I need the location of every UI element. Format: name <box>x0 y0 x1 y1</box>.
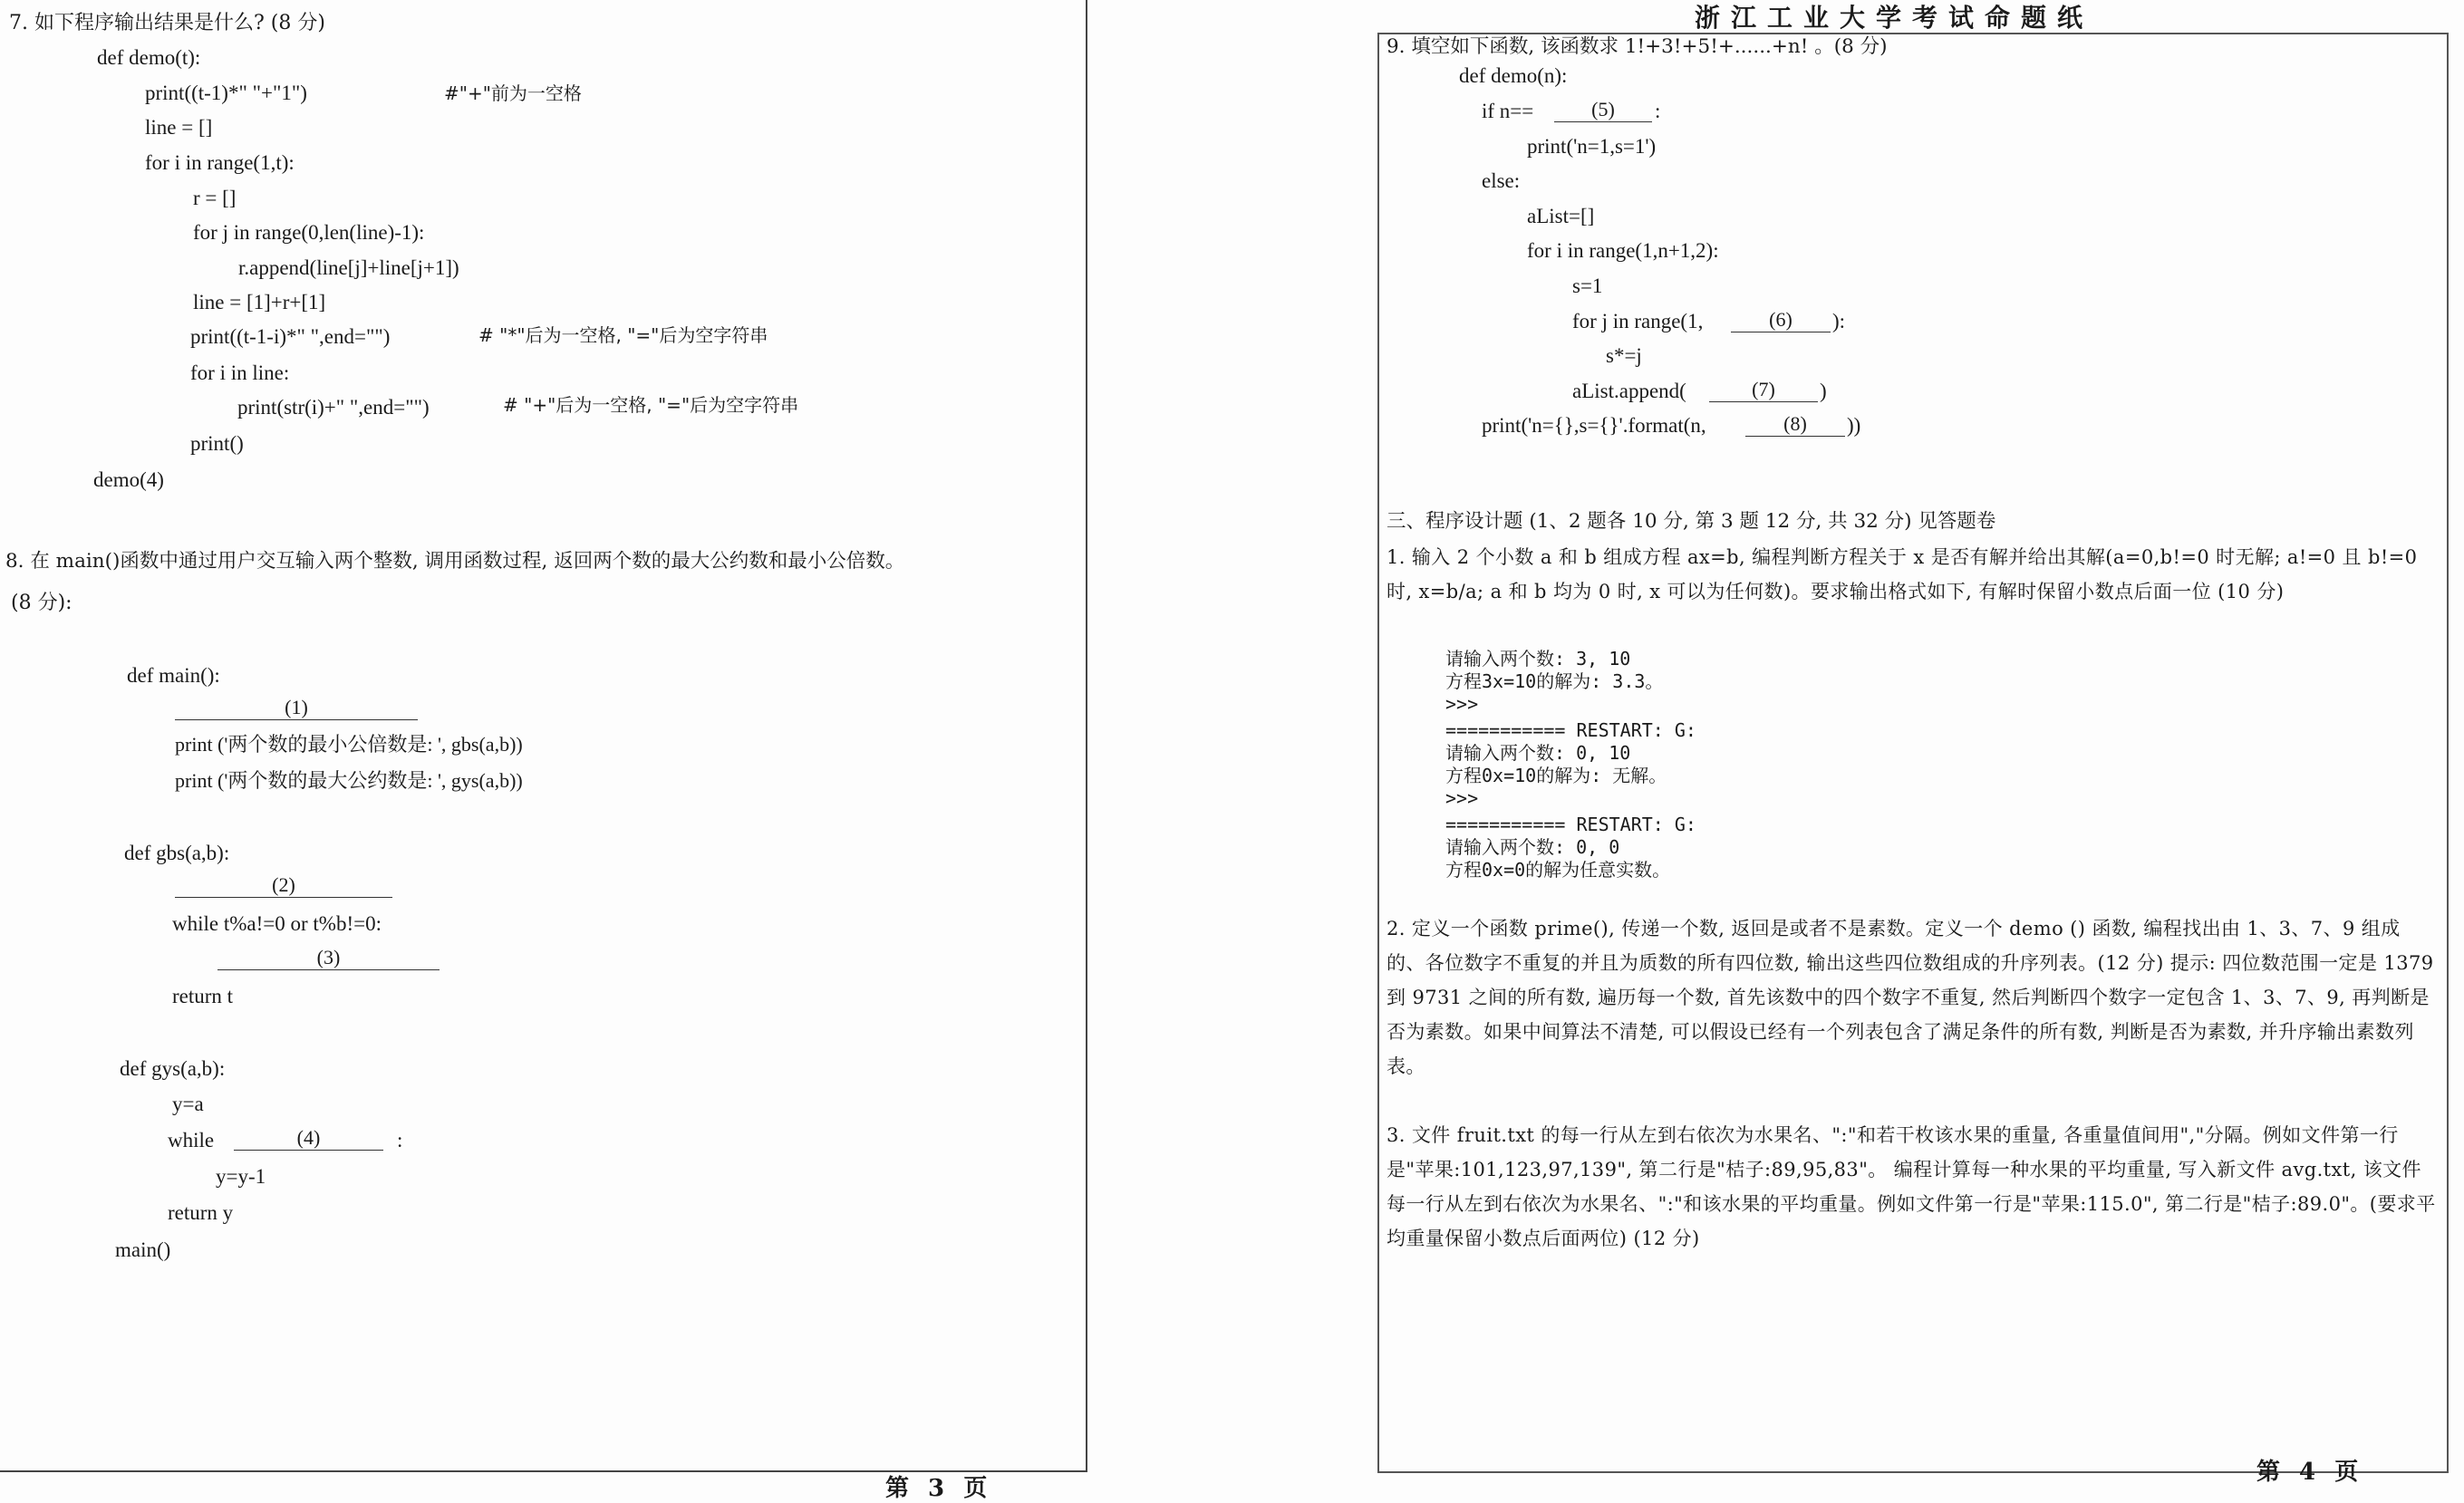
q9-code-line: else: <box>1482 169 1521 192</box>
q9-code-line: if n== <box>1482 100 1534 122</box>
page-right-border <box>1086 0 1087 1472</box>
q7-code-line: for i in line: <box>190 361 290 384</box>
q9-code-line: aList.append( <box>1572 380 1686 402</box>
q8-code-line: y=y-1 <box>216 1165 266 1188</box>
shell-line: 请输入两个数: 0, 0 <box>1445 836 1620 858</box>
q7-code-line: print((t-1-i)*" ",end="") <box>190 325 391 348</box>
q8-code-line: def main(): <box>127 664 220 687</box>
exam-page-3 <box>0 0 1106 1502</box>
shell-line: 方程0x=0的解为任意实数。 <box>1445 859 1671 881</box>
q8-code-line: return y <box>168 1201 234 1224</box>
q8-code-line: return t <box>172 985 234 1007</box>
shell-line: =========== RESTART: G: <box>1445 719 1696 741</box>
q9-code-line: aList=[] <box>1527 205 1595 227</box>
q8-code-line: print ('两个数的最大公约数是: ', gys(a,b)) <box>175 769 523 792</box>
q8-code-line: while <box>168 1129 215 1151</box>
q8-code-line: main() <box>115 1238 171 1261</box>
q9-code-line: for j in range(1, <box>1572 310 1704 332</box>
blank-8[interactable]: (8) <box>1745 412 1845 437</box>
q7-code-line: for j in range(0,len(line)-1): <box>193 221 425 244</box>
blank-4[interactable]: (4) <box>234 1126 383 1151</box>
q8-code-line: def gbs(a,b): <box>124 842 230 864</box>
problem-2-text: 2. 定义一个函数 prime(), 传递一个数, 返回是或者不是素数。定义一个 demo () 函数, 编程找出由 1、3、7、9 组成的、各位数字不重复的并且为质数的所有四位数, 输出这些四位数组成的升序列表。(12 分) 提示: 四位数范围一定是 1379 到 9731 之间的所有数, 遍历每一个数, 首先该数中的四个数字不重复, 然后判断四个数字一定包含 1、3、7、9, 再判断是否为素数。如果中间算法不清楚, 可以假设已经有一个列表包含了满足条件的所有数, 判断是否为素数, 并升序输出素数列表。 <box>1387 918 2434 1077</box>
blank-6[interactable]: (6) <box>1731 308 1831 332</box>
q8-code-line: y=a <box>172 1093 204 1115</box>
section3-heading: 三、程序设计题 (1、2 题各 10 分, 第 3 题 12 分, 共 32 分) 见答题卷 <box>1387 510 1996 533</box>
q8-code-line: while t%a!=0 or t%b!=0: <box>172 912 382 935</box>
q8-code-line: print ('两个数的最小公倍数是: ', gbs(a,b)) <box>175 733 523 756</box>
page-number: 第 3 页 <box>885 1475 993 1502</box>
q7-code-line: def demo(t): <box>97 46 201 69</box>
blank-5[interactable]: (5) <box>1554 98 1652 122</box>
q7-code-line: demo(4) <box>93 468 164 491</box>
q7-code-line: for i in range(1,t): <box>145 151 295 174</box>
problem-3-text: 3. 文件 fruit.txt 的每一行从左到右依次为水果名、":"和若干枚该水果的重量, 各重量值间用","分隔。例如文件第一行是"苹果:101,123,97,139", 第二行是"桔子:89,95,83"。 编程计算每一种水果的平均重量, 写入新文件 avg.txt, 该文件每一行从左到右依次为水果名、":"和该水果的平均重量。例如文件第一行是"苹果:115.0", 第二行是"桔子:89.0"。(要求平均重量保留小数点后面两位) (12 分) <box>1387 1124 2436 1249</box>
q9-heading: 9. 填空如下函数, 该函数求 1!+3!+5!+......+n! 。(8 分) <box>1387 35 1888 58</box>
q7-heading: 7. 如下程序输出结果是什么? (8 分) <box>9 12 325 34</box>
page-number: 第 4 页 <box>2256 1459 2364 1486</box>
shell-line: 方程0x=10的解为: 无解。 <box>1445 765 1667 786</box>
q7-comment: #"+"前为一空格 <box>444 82 582 104</box>
q7-code-line: r = [] <box>193 187 237 209</box>
blank-3[interactable]: (3) <box>217 946 440 970</box>
q9-code-line: print('n=1,s=1') <box>1527 135 1657 158</box>
q9-code-line: for i in range(1,n+1,2): <box>1527 239 1719 262</box>
problem-1-text: 1. 输入 2 个小数 a 和 b 组成方程 ax=b, 编程判断方程关于 x 是否有解并给出其解(a=0,b!=0 时无解; a!=0 且 b!=0 时, x=b/a; a 和 b 均为 0 时, x 可以为任何数)。要求输出格式如下, 有解时保留小数点后面一位 (10 分) <box>1387 546 2418 602</box>
sample-output <box>1445 648 1696 882</box>
q9-tail: ): <box>1832 310 1846 332</box>
q8-heading: 8. 在 main()函数中通过用户交互输入两个整数, 调用函数过程, 返回两个数的最大公约数和最小公倍数。 <box>5 550 905 573</box>
q8-code-line: def gys(a,b): <box>120 1057 226 1080</box>
left-border <box>1377 33 1379 1473</box>
shell-line: =========== RESTART: G: <box>1445 814 1696 835</box>
q7-code-line: r.append(line[j]+line[j+1]) <box>238 256 459 279</box>
right-border <box>2447 33 2449 1473</box>
q7-comment: # "+"后为一空格, "="后为空字符串 <box>503 394 799 416</box>
shell-line: 请输入两个数: 3, 10 <box>1445 648 1631 670</box>
q9-tail: ) <box>1820 380 1827 402</box>
shell-line: 请输入两个数: 0, 10 <box>1445 742 1631 764</box>
blank-1[interactable]: (1) <box>175 696 418 720</box>
q7-code-line: print(str(i)+" ",end="") <box>237 396 430 419</box>
q7-code-line: line = [1]+r+[1] <box>193 291 326 313</box>
q7-comment: # "*"后为一空格, "="后为空字符串 <box>478 324 768 346</box>
q8-heading-score: (8 分): <box>11 592 72 614</box>
shell-line: 方程3x=10的解为: 3.3。 <box>1445 670 1664 692</box>
q9-tail: )) <box>1847 414 1861 437</box>
shell-line: >>> <box>1445 787 1479 809</box>
q9-code-line: s=1 <box>1572 275 1603 297</box>
q7-code-line: print() <box>190 432 244 455</box>
blank-7[interactable]: (7) <box>1709 378 1818 402</box>
q8-colon: : <box>397 1129 403 1151</box>
q7-code-line: print((t-1)*" "+"1") <box>145 82 307 104</box>
q7-code-line: line = [] <box>145 116 213 139</box>
q9-tail: : <box>1655 100 1661 122</box>
blank-2[interactable]: (2) <box>175 873 392 898</box>
q9-code-line: def demo(n): <box>1459 64 1568 87</box>
shell-line: >>> <box>1445 693 1479 715</box>
exam-page-4 <box>1359 0 2464 1495</box>
q9-code-line: s*=j <box>1606 344 1642 367</box>
q9-code-line: print('n={},s={}'.format(n, <box>1482 414 1706 437</box>
exam-paper-title: 浙江工业大学考试命题纸 <box>1695 3 2094 33</box>
